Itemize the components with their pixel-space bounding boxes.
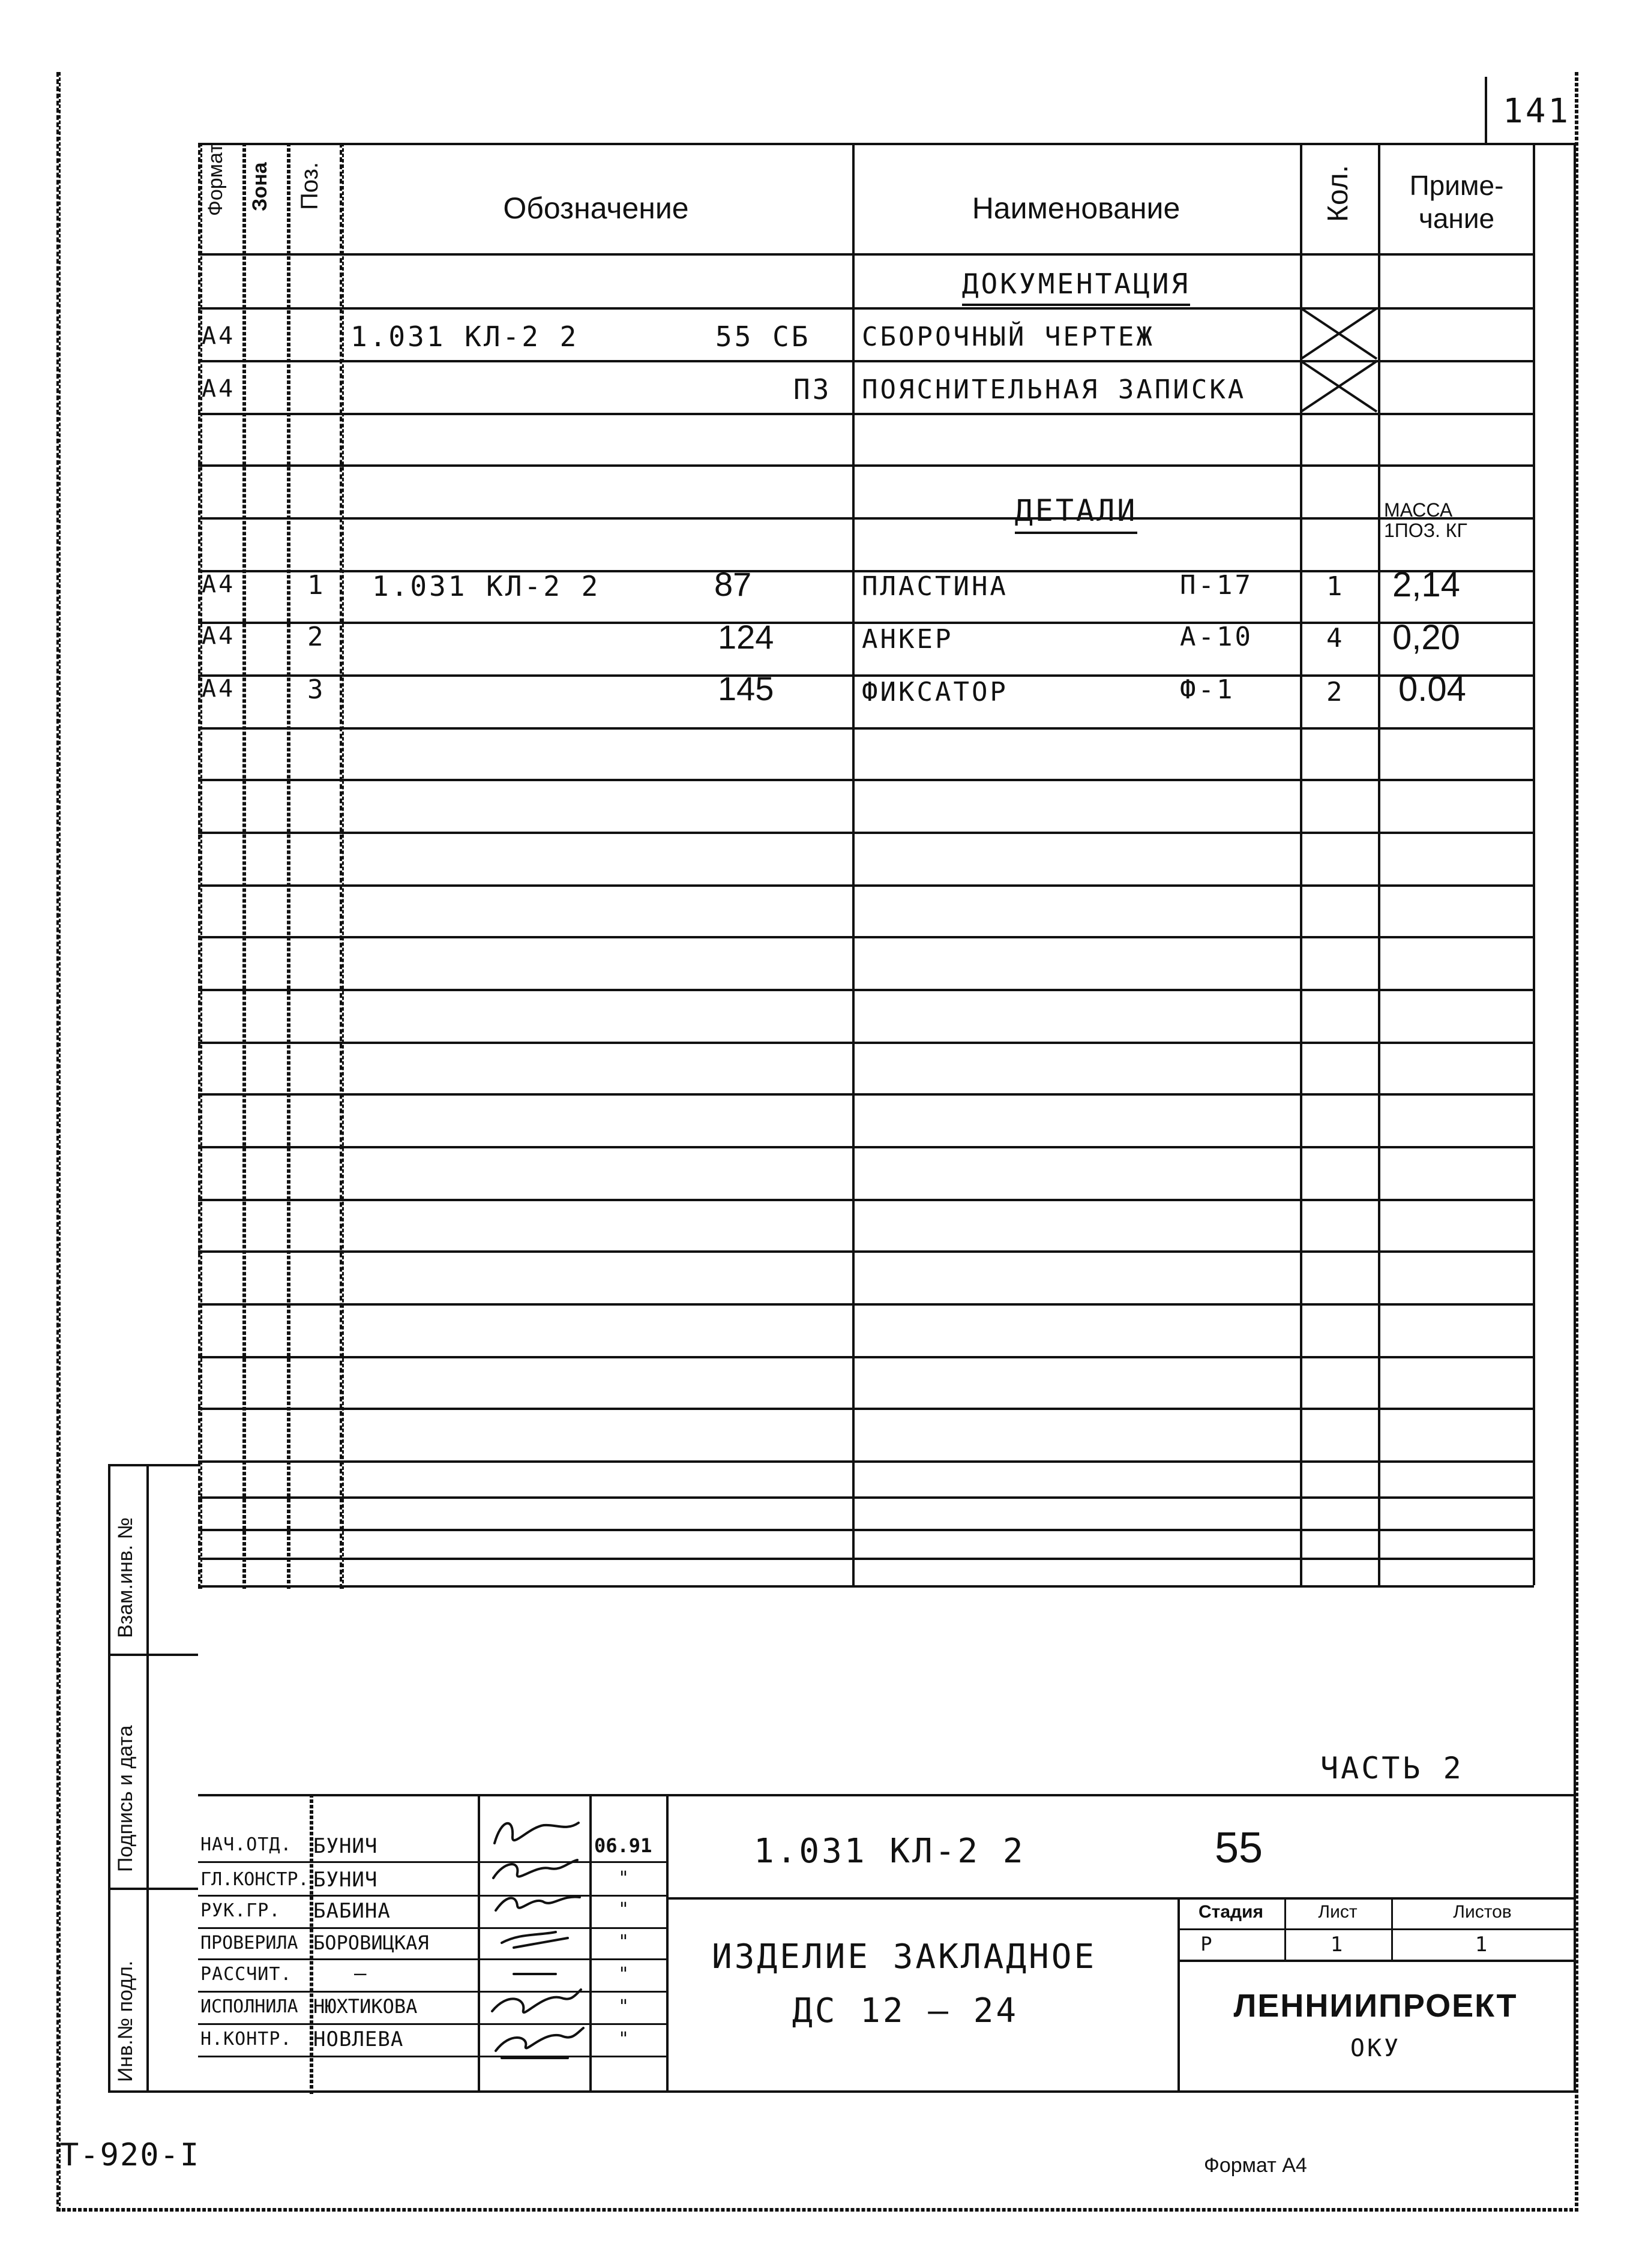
part-row-1-format: А4 xyxy=(202,571,236,598)
part-row-3-pos: 3 xyxy=(307,674,326,705)
tb-date: " xyxy=(618,1964,632,1985)
header-row-line xyxy=(198,253,1534,256)
tb-role: РАССЧИТ. xyxy=(200,1964,292,1985)
doc-row-2-suffix: ПЗ xyxy=(793,373,832,406)
col-line-note xyxy=(1533,143,1535,1585)
header-designation: Обозначение xyxy=(503,191,689,225)
frame-bottom xyxy=(108,2090,1576,2093)
header-format: Формат xyxy=(204,143,227,216)
signatures xyxy=(478,1794,589,2090)
part-row-1-pos: 1 xyxy=(307,570,326,601)
col-line-designation xyxy=(852,143,855,1585)
part-row-1-qty: 1 xyxy=(1326,571,1345,602)
side-stamp-divider xyxy=(146,1464,149,2090)
tb-sheets: 1 xyxy=(1475,1933,1490,1957)
tb-col-3 xyxy=(589,1794,592,2090)
tb-staff-name: — xyxy=(354,1961,369,1985)
header-zone: Зона xyxy=(248,162,271,211)
tb-date: " xyxy=(618,1931,632,1952)
part-row-3-name: ФИКСАТОР xyxy=(862,677,1008,707)
mass-header: МАССА 1ПОЗ. КГ xyxy=(1384,499,1467,541)
doc-row-1-name: СБОРОЧНЫЙ ЧЕРТЕЖ xyxy=(862,322,1155,352)
tb-code-line xyxy=(666,1897,1574,1900)
part-row-2-format: А4 xyxy=(202,622,236,650)
header-note: Приме- чание xyxy=(1409,170,1504,235)
part-row-3-suffix: 145 xyxy=(718,670,774,707)
side-label-inv-replace: Взам.инв. № xyxy=(114,1517,137,1638)
tb-stage-label: Стадия xyxy=(1198,1902,1264,1922)
frame-left xyxy=(56,72,61,2212)
part-row-1-suffix: 87 xyxy=(714,565,752,603)
part-row-3-format: А4 xyxy=(202,675,236,703)
col-line-qty xyxy=(1378,143,1380,1585)
sheet-number: 141 xyxy=(1503,92,1571,131)
frame-bottom-outer xyxy=(56,2208,1578,2212)
tb-stage-line-1 xyxy=(1177,1928,1574,1930)
title-block-top xyxy=(198,1794,1574,1796)
section-parts-label: ДЕТАЛИ xyxy=(1015,493,1138,534)
doc-row-1-suffix: 55 СБ xyxy=(715,320,811,353)
frame-right-outer xyxy=(1575,72,1578,2212)
tb-staff-name: БУНИЧ xyxy=(313,1868,378,1892)
side-label-sign-date: Подпись и дата xyxy=(114,1725,137,1872)
footer-right: Формат А4 xyxy=(1204,2154,1307,2177)
part-row-1-designation: 1.031 КЛ-2 2 xyxy=(372,570,601,602)
tb-role: ГЛ.КОНСТР. xyxy=(200,1869,309,1890)
part-row-3-mark: Ф-1 xyxy=(1180,674,1235,705)
doc-row-2-format: А4 xyxy=(202,375,236,403)
section-docs-label: ДОКУМЕНТАЦИЯ xyxy=(962,268,1190,306)
tb-date: " xyxy=(618,1899,632,1920)
tb-stage-line-2 xyxy=(1177,1960,1574,1962)
tb-staff-name: БОРОВИЦКАЯ xyxy=(313,1931,429,1954)
side-stamp-line-1 xyxy=(108,1654,198,1656)
tb-date: " xyxy=(618,1868,632,1889)
header-pos: Поз. xyxy=(296,162,323,210)
tb-sheet-label: Лист xyxy=(1318,1902,1358,1922)
header-name: Наименование xyxy=(972,191,1180,225)
tb-col-4 xyxy=(666,1794,669,2090)
tb-title-line2: ДС 12 — 24 xyxy=(792,1991,1019,2030)
part-label: ЧАСТЬ 2 xyxy=(1320,1751,1464,1786)
part-row-3-qty: 2 xyxy=(1326,677,1345,707)
tb-sheet: 1 xyxy=(1330,1933,1346,1957)
side-stamp-line-2 xyxy=(108,1888,198,1890)
side-label-inv-orig: Инв.№ подл. xyxy=(114,1960,137,2082)
tb-role: ПРОВЕРИЛА xyxy=(200,1933,298,1954)
part-row-3-mass: 0.04 xyxy=(1398,670,1466,709)
part-row-2-suffix: 124 xyxy=(718,618,774,656)
doc-row-1-designation: 1.031 КЛ-2 2 xyxy=(350,320,579,353)
tb-staff-name: НЮХТИКОВА xyxy=(313,1995,418,2018)
tb-sheets-label: Листов xyxy=(1453,1902,1512,1922)
tb-stage: Р xyxy=(1200,1933,1215,1955)
tb-staff-name: БУНИЧ xyxy=(313,1834,378,1858)
tb-role: РУК.ГР. xyxy=(200,1900,281,1921)
tb-role: ИСПОЛНИЛА xyxy=(200,1996,298,2017)
tb-date: " xyxy=(618,2029,632,2050)
qty-crossed-cells xyxy=(1300,307,1378,413)
footer-left: Т-920-I xyxy=(60,2137,200,2173)
tb-role: Н.КОНТР. xyxy=(200,2029,292,2050)
tb-code-num: 55 xyxy=(1215,1824,1263,1872)
tb-staff-name: БАБИНА xyxy=(313,1899,391,1923)
tb-code: 1.031 КЛ-2 2 xyxy=(754,1832,1026,1871)
frame-top xyxy=(198,143,1574,145)
part-row-1-name: ПЛАСТИНА xyxy=(862,571,1008,602)
tb-date: " xyxy=(618,1996,632,2017)
part-row-2-name: АНКЕР xyxy=(862,624,954,655)
tb-org-sub: ОКУ xyxy=(1350,2035,1401,2062)
section-docs-title xyxy=(852,270,1300,298)
part-row-2-pos: 2 xyxy=(307,622,326,652)
part-row-1-mass: 2,14 xyxy=(1392,565,1460,604)
tb-date: 06.91 xyxy=(594,1834,652,1857)
header-qty: Кол. xyxy=(1322,165,1354,222)
tb-title-line1: ИЗДЕЛИЕ ЗАКЛАДНОЕ xyxy=(712,1937,1097,1976)
part-row-2-mass: 0,20 xyxy=(1392,618,1460,657)
part-row-2-mark: А-10 xyxy=(1180,622,1253,652)
part-row-2-qty: 4 xyxy=(1326,623,1345,653)
tb-org: ЛЕННИИПРОЕКТ xyxy=(1233,1988,1518,2024)
section-parts-title xyxy=(852,493,1300,528)
tb-staff-name: НОВЛЕВА xyxy=(313,2027,404,2051)
doc-row-2-name: ПОЯСНИТЕЛЬНАЯ ЗАПИСКА xyxy=(862,374,1247,405)
part-row-1-mark: П-17 xyxy=(1180,570,1253,601)
tb-role: НАЧ.ОТД. xyxy=(200,1834,292,1855)
doc-row-1-format: А4 xyxy=(202,322,236,350)
